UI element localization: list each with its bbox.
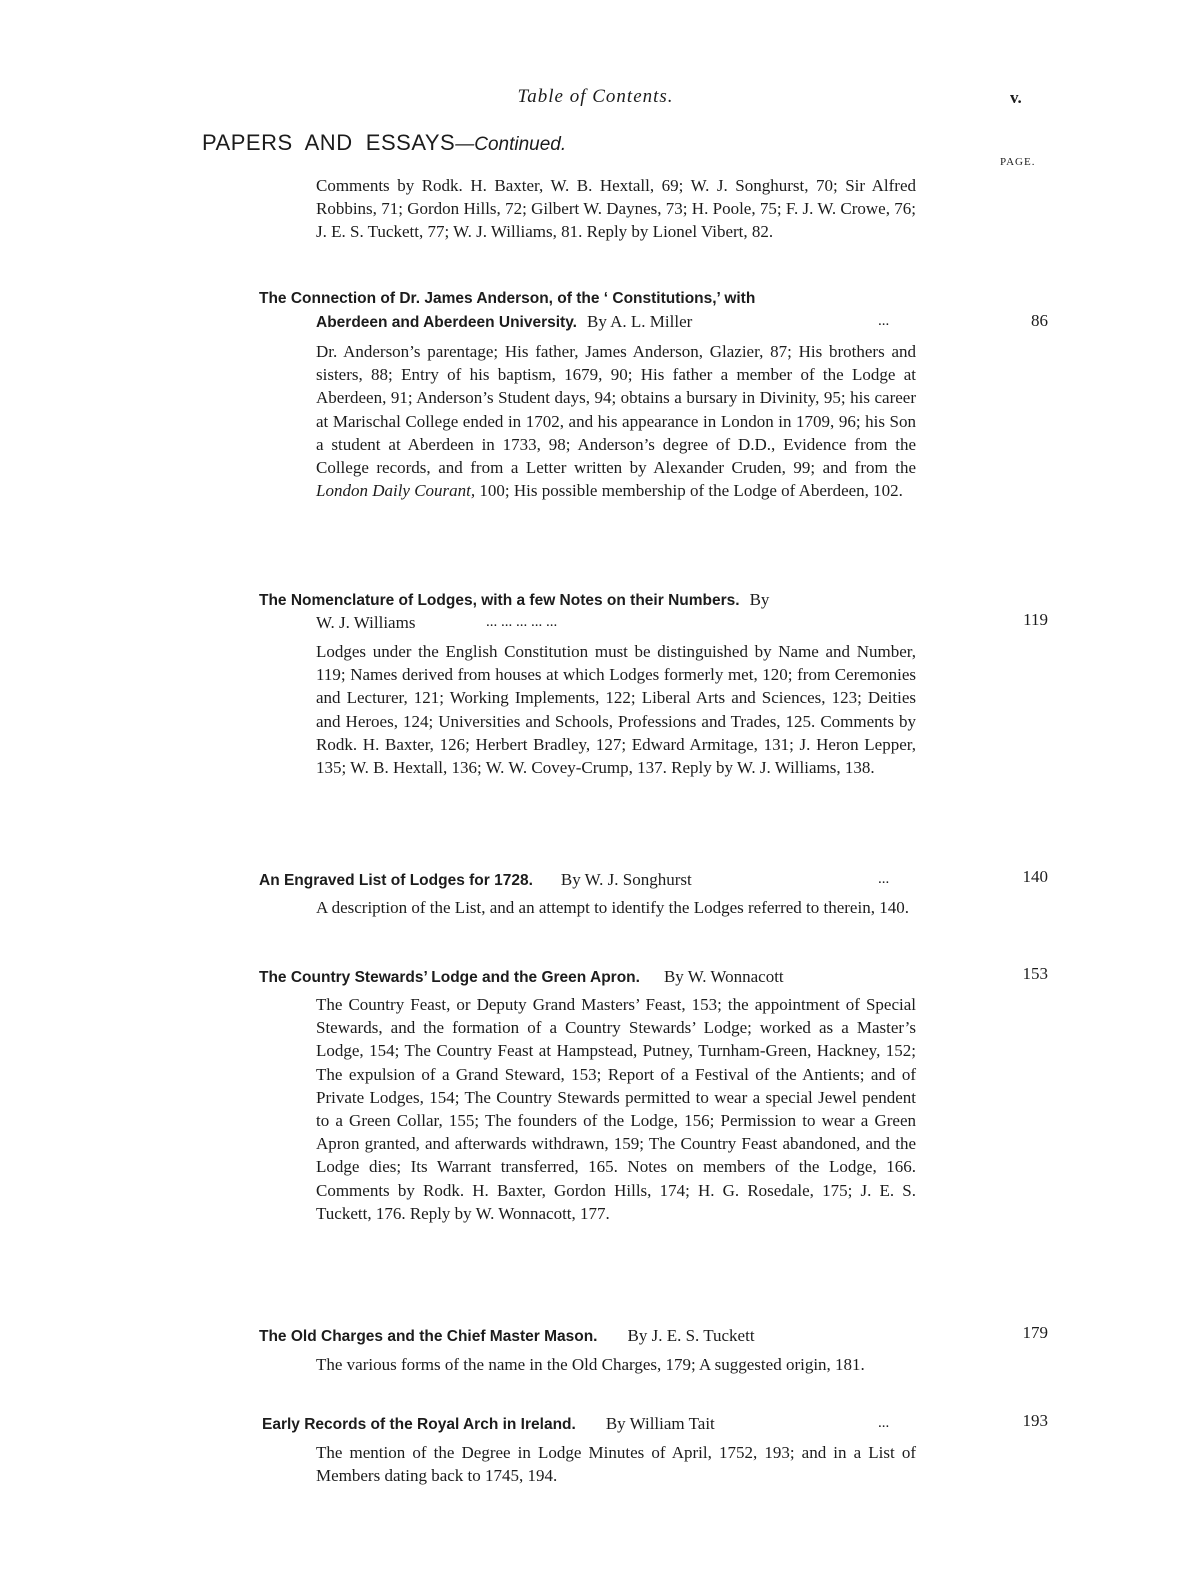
entry-page-number: 179 [1022,1323,1048,1342]
entry-page-number: 193 [1022,1411,1048,1430]
entry-title [259,965,784,989]
entry-description: The Country Feast, or Deputy Grand Masters’ Feast, 153; the appointment of Special Stewards, and the formation of a Country Stewards’ Lodge; worked as a Master’s Lodge, 154; The Country Feast at Hampstead, Putney, Turnham-Green, Hackney, 152; The expulsion of a Grand Steward, 153; Report of a Festival of the Antients; and of Private Lodges, 154; The Country Stewards permitted to wear a special Jewel pendent to a Green Collar, 155; The founders of the Lodge, 156; Permission to wear a Green Apron granted, and afterwards withdrawn, 159; The Country Feast abandoned, and the Lodge dies; Its Warrant transferred, 165. Notes on members of the Lodge, 166. Comments by Rodk. H. Baxter, Gordon Hills, 174; H. G. Rosedale, 175; J. E. S. Tuckett, 176. Reply by W. Wonnacott, 177. [316,995,916,1223]
entry-title-line: Early Records of the Royal Arch in Ireland. [262,1416,576,1433]
entry-description: Lodges under the English Constitution must be distinguished by Name and Number, 119; Names derived from houses at which Lodges formerly met, 120; from Ceremonies and Lecturer, 121; Working Implements, 122; Liberal Arts and Sciences, 123; Deities and Heroes, 124; Universities and Schools, Professions and Trades, 125. Comments by Rodk. H. Baxter, 126; Herbert Bradley, 127; Edward Armitage, 131; J. Heron Lepper, 135; W. B. Hextall, 136; W. W. Covey-Crump, 137. Reply by W. J. Williams, 138. [316,642,916,778]
entry-page-number: 86 [1031,311,1048,330]
entry-title [262,1412,890,1436]
continued-comments: Comments by Rodk. H. Baxter, W. B. Hextall, 69; W. J. Songhurst, 70; Sir Alfred Robbins, 71; Gordon Hills, 72; Gilbert W. Daynes, 73; H. Poole, 75; F. J. W. Crowe, 76; J. E. S. Tuckett, 77; W. J. Williams, 81. Reply by Lionel Vibert, 82. [316,176,916,242]
entry-title [259,868,890,892]
page-column-label: PAGE. [1000,156,1036,168]
entry-title [259,1324,755,1348]
entry-page-number: 119 [1023,610,1048,629]
entry-page-number: 153 [1022,964,1048,983]
entry-author: By William Tait [605,1414,715,1433]
dot-leader: ... [878,1415,890,1431]
entry-by-word: By [749,590,770,609]
entry-author: By W. J. Songhurst [560,870,692,889]
entry-description: A description of the List, and an attempt to identify the Lodges referred to therein, 140. [316,898,909,917]
dot-leader: ... ... ... ... ... [486,614,558,630]
newspaper-title: London Daily Courant, [316,481,476,501]
entry-title-line: The Country Stewards’ Lodge and the Green Apron. [259,969,640,986]
entry-title-continued [316,611,558,635]
entry-description-text: 100; His possible membership of the Lodge of Aberdeen, 102. [479,481,903,501]
entry-description: The various forms of the name in the Old Charges, 179; A suggested origin, 181. [316,1355,865,1374]
entry-title-line: The Connection of Dr. James Anderson, of the ‘ Constitutions,’ with [259,290,756,307]
entry-title-line: The Old Charges and the Chief Master Mason. [259,1328,598,1345]
dot-leader: ... [878,871,890,887]
entry-page-number: 140 [1022,867,1048,886]
dot-leader: ... [878,313,890,329]
entry-author: By W. Wonnacott [663,967,784,986]
section-heading-text: PAPERS AND ESSAYS [202,130,456,155]
running-title: Table of Contents. [517,86,674,107]
entry-title [259,588,769,612]
entry-description-text: Dr. Anderson’s parentage; His father, James Anderson, Glazier, 87; His brothers and sisters, 88; Entry of his baptism, 1679, 90; His father a member of the Lodge at Aberdeen, 91; Anderson’s Student days, 94; obtains a bursary in Divinity, 95; his career at Marischal College ended in 1702, and his appearance in London in 1709, 96; his Son a student at Aberdeen in 1733, 98; Anderson’s degree of D.D., Evidence from the College records, and from a Letter written by Alexander Cruden, 99; and from the [316,342,916,478]
entry-author: By J. E. S. Tuckett [627,1326,755,1345]
section-continued: —Continued. [455,134,567,155]
entry-author: W. J. Williams [316,613,416,632]
entry-description: The mention of the Degree in Lodge Minutes of April, 1752, 193; and in a List of Members dating back to 1745, 194. [316,1443,916,1486]
entry-title [259,287,755,310]
entry-title-line: An Engraved List of Lodges for 1728. [259,872,533,889]
section-heading [202,130,566,156]
entry-description [316,340,916,502]
entry-author: By A. L. Miller [587,312,693,331]
entry-title-continued [316,310,890,334]
entry-title-line: The Nomenclature of Lodges, with a few Notes on their Numbers. [259,592,740,609]
entry-title-line: Aberdeen and Aberdeen University. [316,314,577,331]
page-number: v. [1010,88,1022,107]
